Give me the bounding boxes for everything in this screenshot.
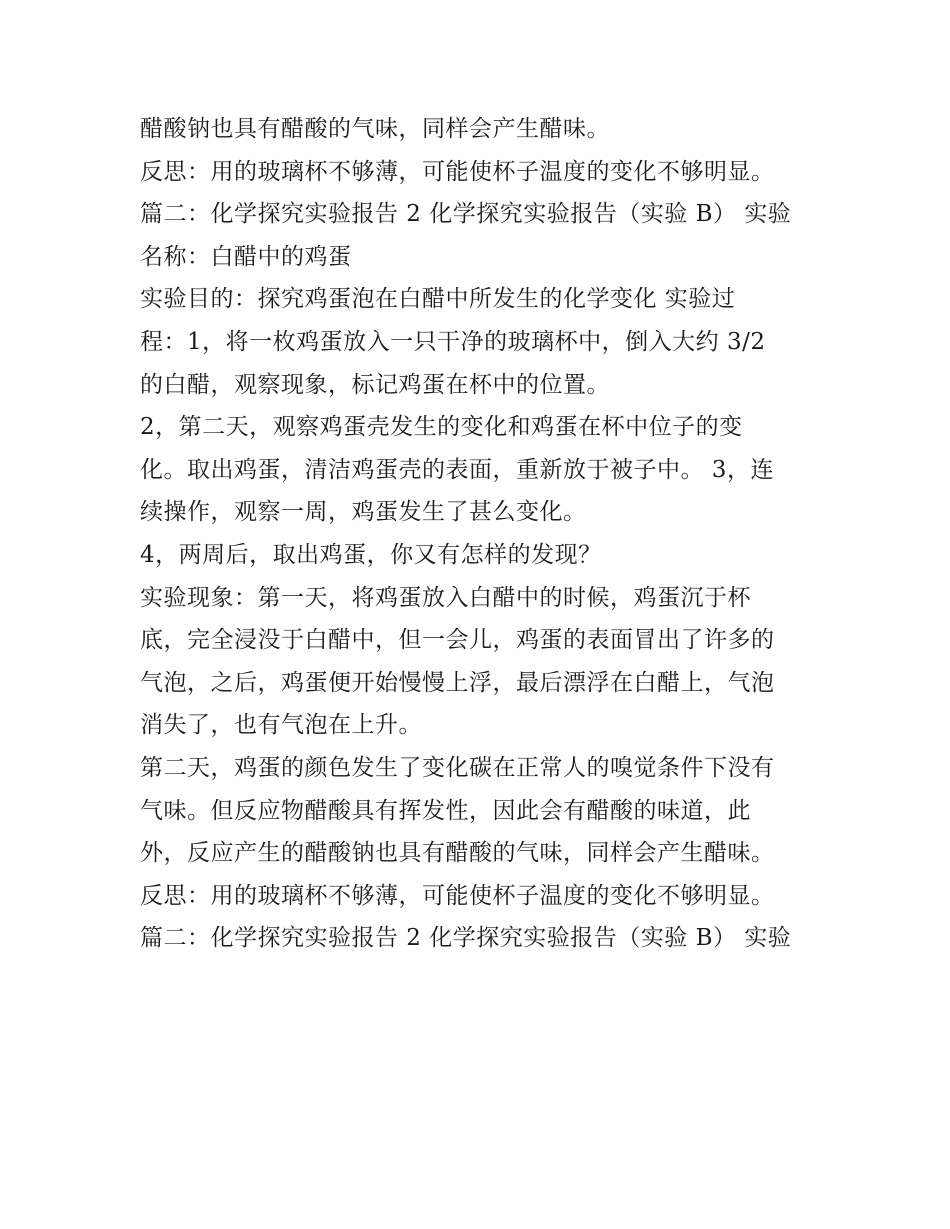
text-line: 实验现象：第一天，将鸡蛋放入白醋中的时候，鸡蛋沉于杯 (140, 584, 751, 611)
text-line: 醋酸钠也具有醋酸的气味，同样会产生醋味。 (140, 116, 610, 142)
text-line: 的白醋，观察现象，标记鸡蛋在杯中的位置。 (140, 371, 610, 398)
text-line: 篇二：化学探究实验报告 2 化学探究实验报告（实验 B） 实验 (140, 201, 792, 228)
text-line: 2，第二天，观察鸡蛋壳发生的变化和鸡蛋在杯中位子的变 (140, 414, 743, 441)
text-line: 反思：用的玻璃杯不够薄，可能使杯子温度的变化不够明显。 (140, 882, 775, 909)
text-line: 气味。但反应物醋酸具有挥发性，因此会有醋酸的味道，此 (140, 797, 751, 824)
text-line: 续操作，观察一周，鸡蛋发生了甚么变化。 (140, 499, 587, 526)
text-line: 实验目的：探究鸡蛋泡在白醋中所发生的化学变化 实验过 (140, 286, 736, 313)
text-line: 名称：白醋中的鸡蛋 (140, 243, 352, 270)
text-line: 篇二：化学探究实验报告 2 化学探究实验报告（实验 B） 实验 (140, 925, 792, 952)
text-line: 消失了，也有气泡在上升。 (140, 712, 422, 739)
text-line: 第二天，鸡蛋的颜色发生了变化碳在正常人的嗅觉条件下没有 (140, 754, 775, 781)
text-line: 化。取出鸡蛋，清洁鸡蛋壳的表面，重新放于被子中。 3，连 (140, 456, 774, 483)
text-line: 外，反应产生的醋酸钠也具有醋酸的气味，同样会产生醋味。 (140, 840, 775, 867)
text-line: 程：1，将一枚鸡蛋放入一只干净的玻璃杯中，倒入大约 3/2 (140, 328, 766, 355)
text-line: 反思：用的玻璃杯不够薄，可能使杯子温度的变化不够明显。 (140, 158, 775, 185)
text-line: 气泡，之后，鸡蛋便开始慢慢上浮，最后漂浮在白醋上，气泡 (140, 669, 775, 696)
text-line: 底，完全浸没于白醋中，但一会儿，鸡蛋的表面冒出了许多的 (140, 627, 775, 654)
text-line: 4，两周后，取出鸡蛋，你又有怎样的发现？ (140, 541, 602, 568)
document-body (140, 108, 830, 960)
